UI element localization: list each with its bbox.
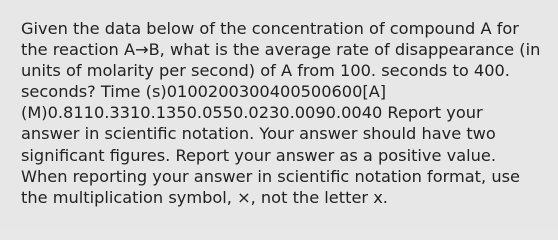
question-text: Given the data below of the concentration of compound A for the reaction A→B, what is the average rate of disappearance (in units of molarity per second) of A from 100. seconds to 400. seconds? Time (s)0100200300400500600[A](M)0.8110.3310.1350.0550.0230.0090.0040 Report your answer in scientific notation. Your answer should have two significant figures. Report your answer as a positive value. When reporting your answer in scientific notation format, use the multiplication symbol, ×, not the letter x. [21, 19, 541, 207]
